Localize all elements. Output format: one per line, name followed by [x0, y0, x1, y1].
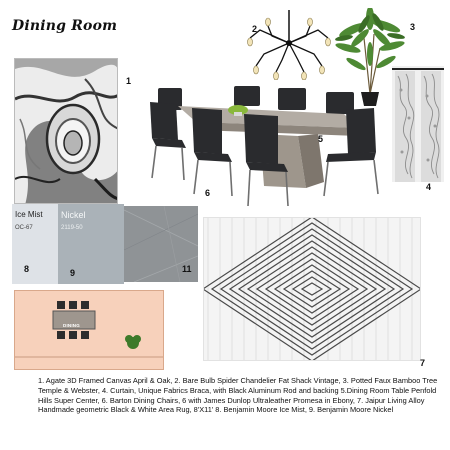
- board-title: Dining Room: [12, 18, 118, 34]
- agate-canvas-image: [14, 58, 118, 204]
- geometric-area-rug-image: [204, 218, 420, 360]
- item-number-3: 3: [410, 22, 416, 32]
- curtain-image: [392, 66, 444, 182]
- item-list-caption: 1. Agate 3D Framed Canvas April & Oak, 2. Bare Bulb Spider Chandelier Fat Shack Vintage, 3. Potted Faux Bamboo Tree Temple & Webster, 4. Curtain, Unique Fabrics Braca, with Black Aluminum Rod and backing 5.Dining Room Table Penfold Hills Super Center, 6. Barton Dining Chairs, 6 with James Dunlop Ultraleather Promesa in Ebony, 7. Jaipur Living Alloy Handmade geometric Black & White Area Rug, 8'X11' 8. Benjamin Moore Ice Mist, 9. Benjamin Moore Nickel: [38, 376, 438, 415]
- item-number-6: 6: [205, 188, 211, 198]
- ice-mist-paint-swatch: [12, 204, 58, 284]
- floor-plan-label: DINING: [63, 323, 80, 328]
- item-number-1: 1: [126, 76, 132, 86]
- item-number-9: 9: [70, 268, 76, 278]
- floor-plan-image: [14, 290, 164, 370]
- swatch-name: Nickel: [61, 210, 86, 220]
- item-number-4: 4: [426, 182, 432, 192]
- item-number-5: 5: [318, 134, 324, 144]
- swatch-name: Ice Mist: [15, 210, 43, 219]
- swatch-code: OC-67: [15, 225, 33, 231]
- item-number-7: 7: [420, 358, 426, 368]
- item-number-8: 8: [24, 264, 30, 274]
- swatch-code: 2119-50: [61, 225, 83, 231]
- spider-chandelier-image: [242, 10, 336, 80]
- item-number-2: 2: [252, 24, 258, 34]
- dining-table-chairs-image: [148, 82, 392, 208]
- nickel-paint-swatch: [58, 204, 124, 284]
- item-number-11: 11: [182, 264, 192, 274]
